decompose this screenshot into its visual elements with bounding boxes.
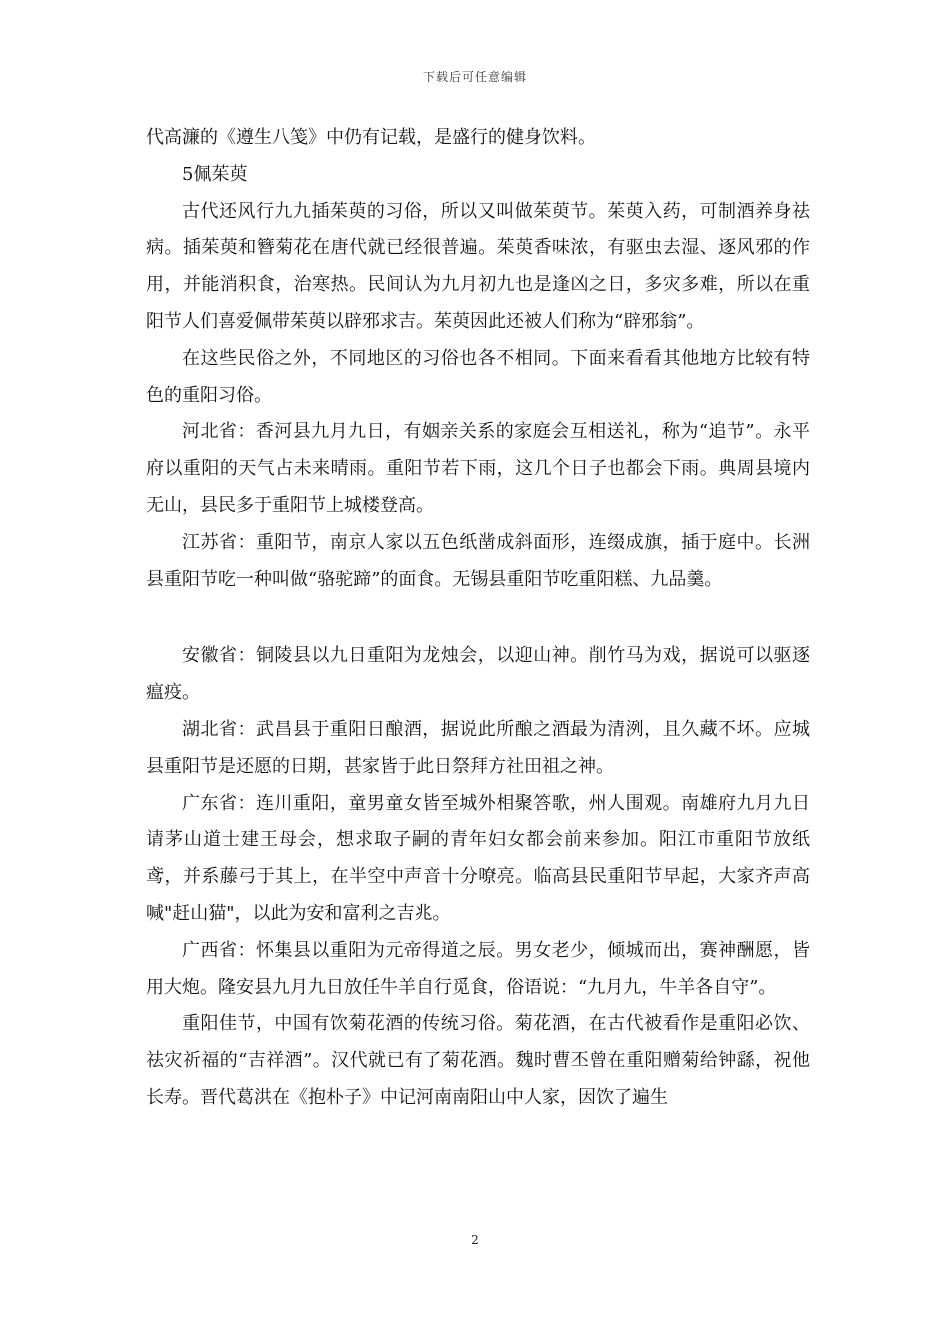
blank-line	[146, 598, 810, 638]
paragraph-guangdong: 广东省：连川重阳，童男童女皆至城外相聚答歌，州人围观。南雄府九月九日请茅山道士建王母会，想求取子嗣的青年妇女都会前来参加。阳江市重阳节放纸鸢，并系藤弓于其上，在半空中声音十分嘹亮。临高县民重阳节早起，大家齐声高喊"赶山猫"，以此为安和富利之吉兆。	[146, 792, 810, 924]
paragraph-hebei: 河北省：香河县九月九日，有姻亲关系的家庭会互相送礼，称为“追节”。永平府以重阳的天气占未来晴雨。重阳节若下雨，这几个日子也都会下雨。典周县境内无山，县民多于重阳节上城楼登高。	[146, 421, 810, 516]
paragraph-zhuyu: 古代还风行九九插茱萸的习俗，所以又叫做茱萸节。茱萸入药，可制酒养身祛病。插茱萸和簪菊花在唐代就已经很普遍。茱萸香味浓，有驱虫去湿、逐风邪的作用，并能消积食，治寒热。民间认为九月初九也是逢凶之日，多灾多难，所以在重阳节人们喜爱佩带茱萸以辟邪求吉。茱萸因此还被人们称为“辟邪翁”。	[146, 200, 810, 332]
paragraph-chrysanthemum-wine: 重阳佳节，中国有饮菊花酒的传统习俗。菊花酒，在古代被看作是重阳必饮、祛灾祈福的“吉祥酒”。汉代就已有了菊花酒。魏时曹丕曾在重阳赠菊给钟繇，祝他长寿。晋代葛洪在《抱朴子》中记河南南阳山中人家，因饮了遍生	[146, 1013, 810, 1108]
paragraph-continuation: 代高濂的《遵生八笺》中仍有记载，是盛行的健身饮料。	[146, 127, 596, 148]
paragraph-guangxi: 广西省：怀集县以重阳为元帝得道之辰。男女老少，倾城而出，赛神酬愿，皆用大炮。隆安县九月九日放任牛羊自行觅食，俗语说：“九月九，牛羊各自守”。	[146, 939, 810, 998]
page-header: 下载后可任意编辑	[422, 70, 527, 84]
paragraph-jiangsu: 江苏省：重阳节，南京人家以五色纸凿成斜面形，连缀成旗，插于庭中。长洲县重阳节吃一种叫做“骆驼蹄”的面食。无锡县重阳节吃重阳糕、九品羹。	[146, 531, 810, 590]
paragraph-hubei: 湖北省：武昌县于重阳日酿酒，据说此所酿之酒最为清洌，且久藏不坏。应城县重阳节是还愿的日期，甚家皆于此日祭拜方社田祖之神。	[146, 718, 810, 777]
paragraph-regional-intro: 在这些民俗之外，不同地区的习俗也各不相同。下面来看看其他地方比较有特色的重阳习俗。	[146, 347, 810, 406]
page-number: 2	[471, 1233, 479, 1247]
document-body	[146, 120, 810, 1117]
section-heading: 5佩茱萸	[182, 163, 248, 185]
paragraph-anhui: 安徽省：铜陵县以九日重阳为龙烛会，以迎山神。削竹马为戏，据说可以驱逐瘟疫。	[146, 645, 810, 704]
